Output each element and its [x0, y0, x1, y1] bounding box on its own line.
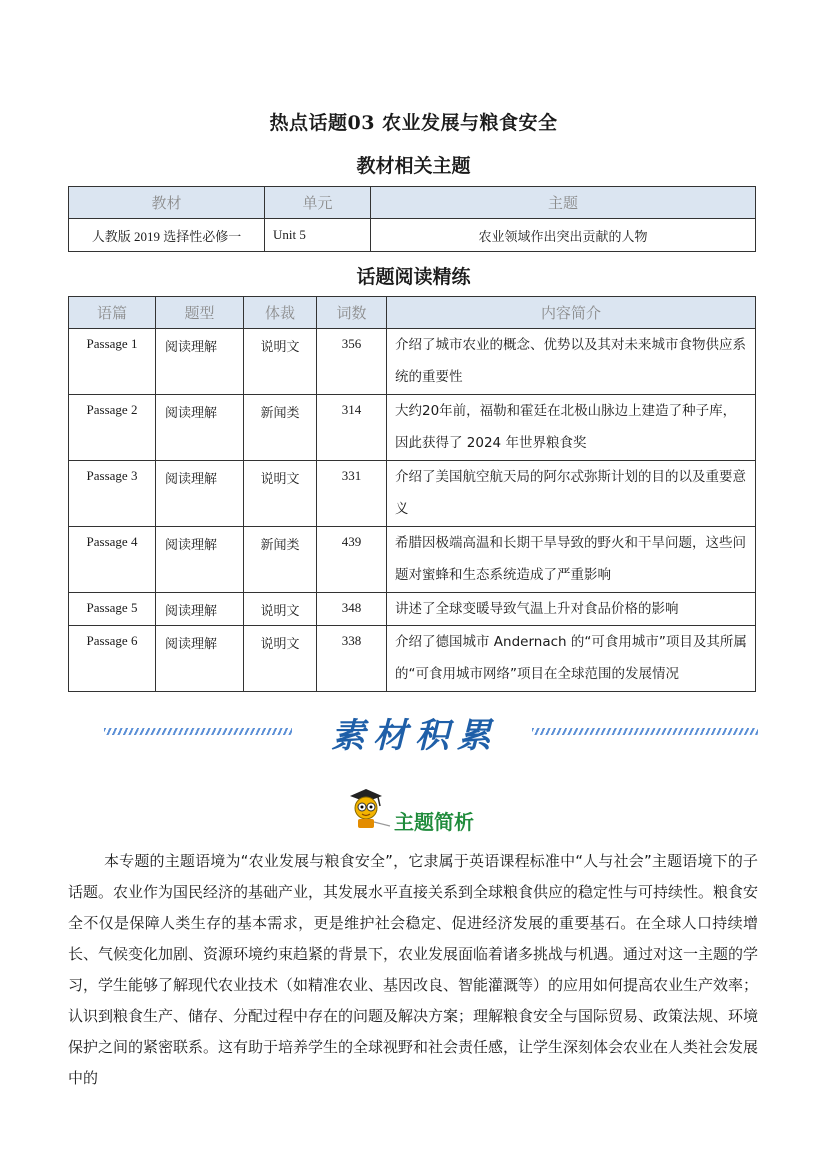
banner-divider-right — [532, 728, 758, 735]
summary-cell: 希腊因极端高温和长期干旱导致的野火和干旱问题，这些问题对蜜蜂和生态系统造成了严重影响 — [387, 527, 756, 593]
textbook-table — [68, 186, 756, 252]
table-row — [69, 527, 756, 593]
textbook-heading: 教材相关主题 — [356, 155, 471, 177]
passage-cell: Passage 4 — [69, 527, 156, 593]
wordcount-cell: 356 — [317, 329, 387, 395]
type-cell: 阅读理解 — [156, 626, 244, 692]
genre-cell: 新闻类 — [244, 527, 317, 593]
type-cell: 阅读理解 — [156, 527, 244, 593]
type-cell: 阅读理解 — [156, 593, 244, 626]
genre-cell: 说明文 — [244, 593, 317, 626]
textbook-cell: 人教版 2019 选择性必修一 — [69, 219, 265, 252]
reading-heading: 话题阅读精练 — [356, 266, 471, 288]
table-row — [69, 395, 756, 461]
type-cell: 阅读理解 — [156, 329, 244, 395]
scholar-mascot-icon — [344, 786, 394, 830]
genre-cell: 说明文 — [244, 329, 317, 395]
header-cell: 体裁 — [244, 297, 317, 329]
header-cell: 主题 — [371, 187, 756, 219]
passage-cell: Passage 6 — [69, 626, 156, 692]
passage-cell: Passage 1 — [69, 329, 156, 395]
wordcount-cell: 348 — [317, 593, 387, 626]
table-row — [69, 219, 756, 252]
passage-cell: Passage 5 — [69, 593, 156, 626]
header-cell: 语篇 — [69, 297, 156, 329]
table-row — [69, 461, 756, 527]
body-paragraph: 本专题的主题语境为“农业发展与粮食安全”，它隶属于英语课程标准中“人与社会”主题语境下的子话题。农业作为国民经济的基础产业，其发展水平直接关系到全球粮食供应的稳定性与可持续性。粮食安全不仅是保障人类生存的基本需求，更是维护社会稳定、促进经济发展的重要基石。在全球人口持续增长、气候变化加剧、资源环境约束趋紧的背景下，农业发展面临着诸多挑战与机遇。通过对这一主题的学习，学生能够了解现代农业技术（如精准农业、基因改良、智能灌溉等）的应用如何提高农业生产效率；认识到粮食生产、储存、分配过程中存在的问题及解决方案；理解粮食安全与国际贸易、政策法规、环境保护之间的紧密联系。这有助于培养学生的全球视野和社会责任感，让学生深刻体会农业在人类社会发展中的 — [68, 852, 759, 1087]
topic-cell: 农业领域作出突出贡献的人物 — [371, 219, 756, 252]
table-row — [69, 593, 756, 626]
genre-cell: 说明文 — [244, 626, 317, 692]
type-cell: 阅读理解 — [156, 461, 244, 527]
header-cell: 词数 — [317, 297, 387, 329]
table-row — [69, 329, 756, 395]
genre-cell: 新闻类 — [244, 395, 317, 461]
summary-cell: 介绍了美国航空航天局的阿尔忒弥斯计划的目的以及重要意义 — [387, 461, 756, 527]
genre-cell: 说明文 — [244, 461, 317, 527]
wordcount-cell: 314 — [317, 395, 387, 461]
document-title: 热点话题03 农业发展与粮食安全 — [269, 112, 558, 134]
type-cell: 阅读理解 — [156, 395, 244, 461]
reading-table — [68, 296, 756, 692]
passage-cell: Passage 2 — [69, 395, 156, 461]
unit-cell: Unit 5 — [265, 219, 371, 252]
header-cell: 单元 — [265, 187, 371, 219]
wordcount-cell: 439 — [317, 527, 387, 593]
header-cell: 题型 — [156, 297, 244, 329]
header-cell: 内容简介 — [387, 297, 756, 329]
summary-cell: 介绍了德国城市 Andernach 的“可食用城市”项目及其所属的“可食用城市网络”项目在全球范围的发展情况 — [387, 626, 756, 692]
wordcount-cell: 338 — [317, 626, 387, 692]
passage-cell: Passage 3 — [69, 461, 156, 527]
table-header-row — [69, 187, 756, 219]
header-cell: 教材 — [69, 187, 265, 219]
section-title: 主题简析 — [394, 810, 474, 834]
banner-divider-left — [104, 728, 292, 735]
summary-cell: 介绍了城市农业的概念、优势以及其对未来城市食物供应系统的重要性 — [387, 329, 756, 395]
summary-cell: 讲述了全球变暖导致气温上升对食品价格的影响 — [387, 593, 756, 626]
banner-title: 素材积累 — [331, 716, 499, 756]
summary-cell: 大约20年前，福勒和霍廷在北极山脉边上建造了种子库，因此获得了 2024 年世界粮食奖 — [387, 395, 756, 461]
table-header-row — [69, 297, 756, 329]
table-row — [69, 626, 756, 692]
wordcount-cell: 331 — [317, 461, 387, 527]
